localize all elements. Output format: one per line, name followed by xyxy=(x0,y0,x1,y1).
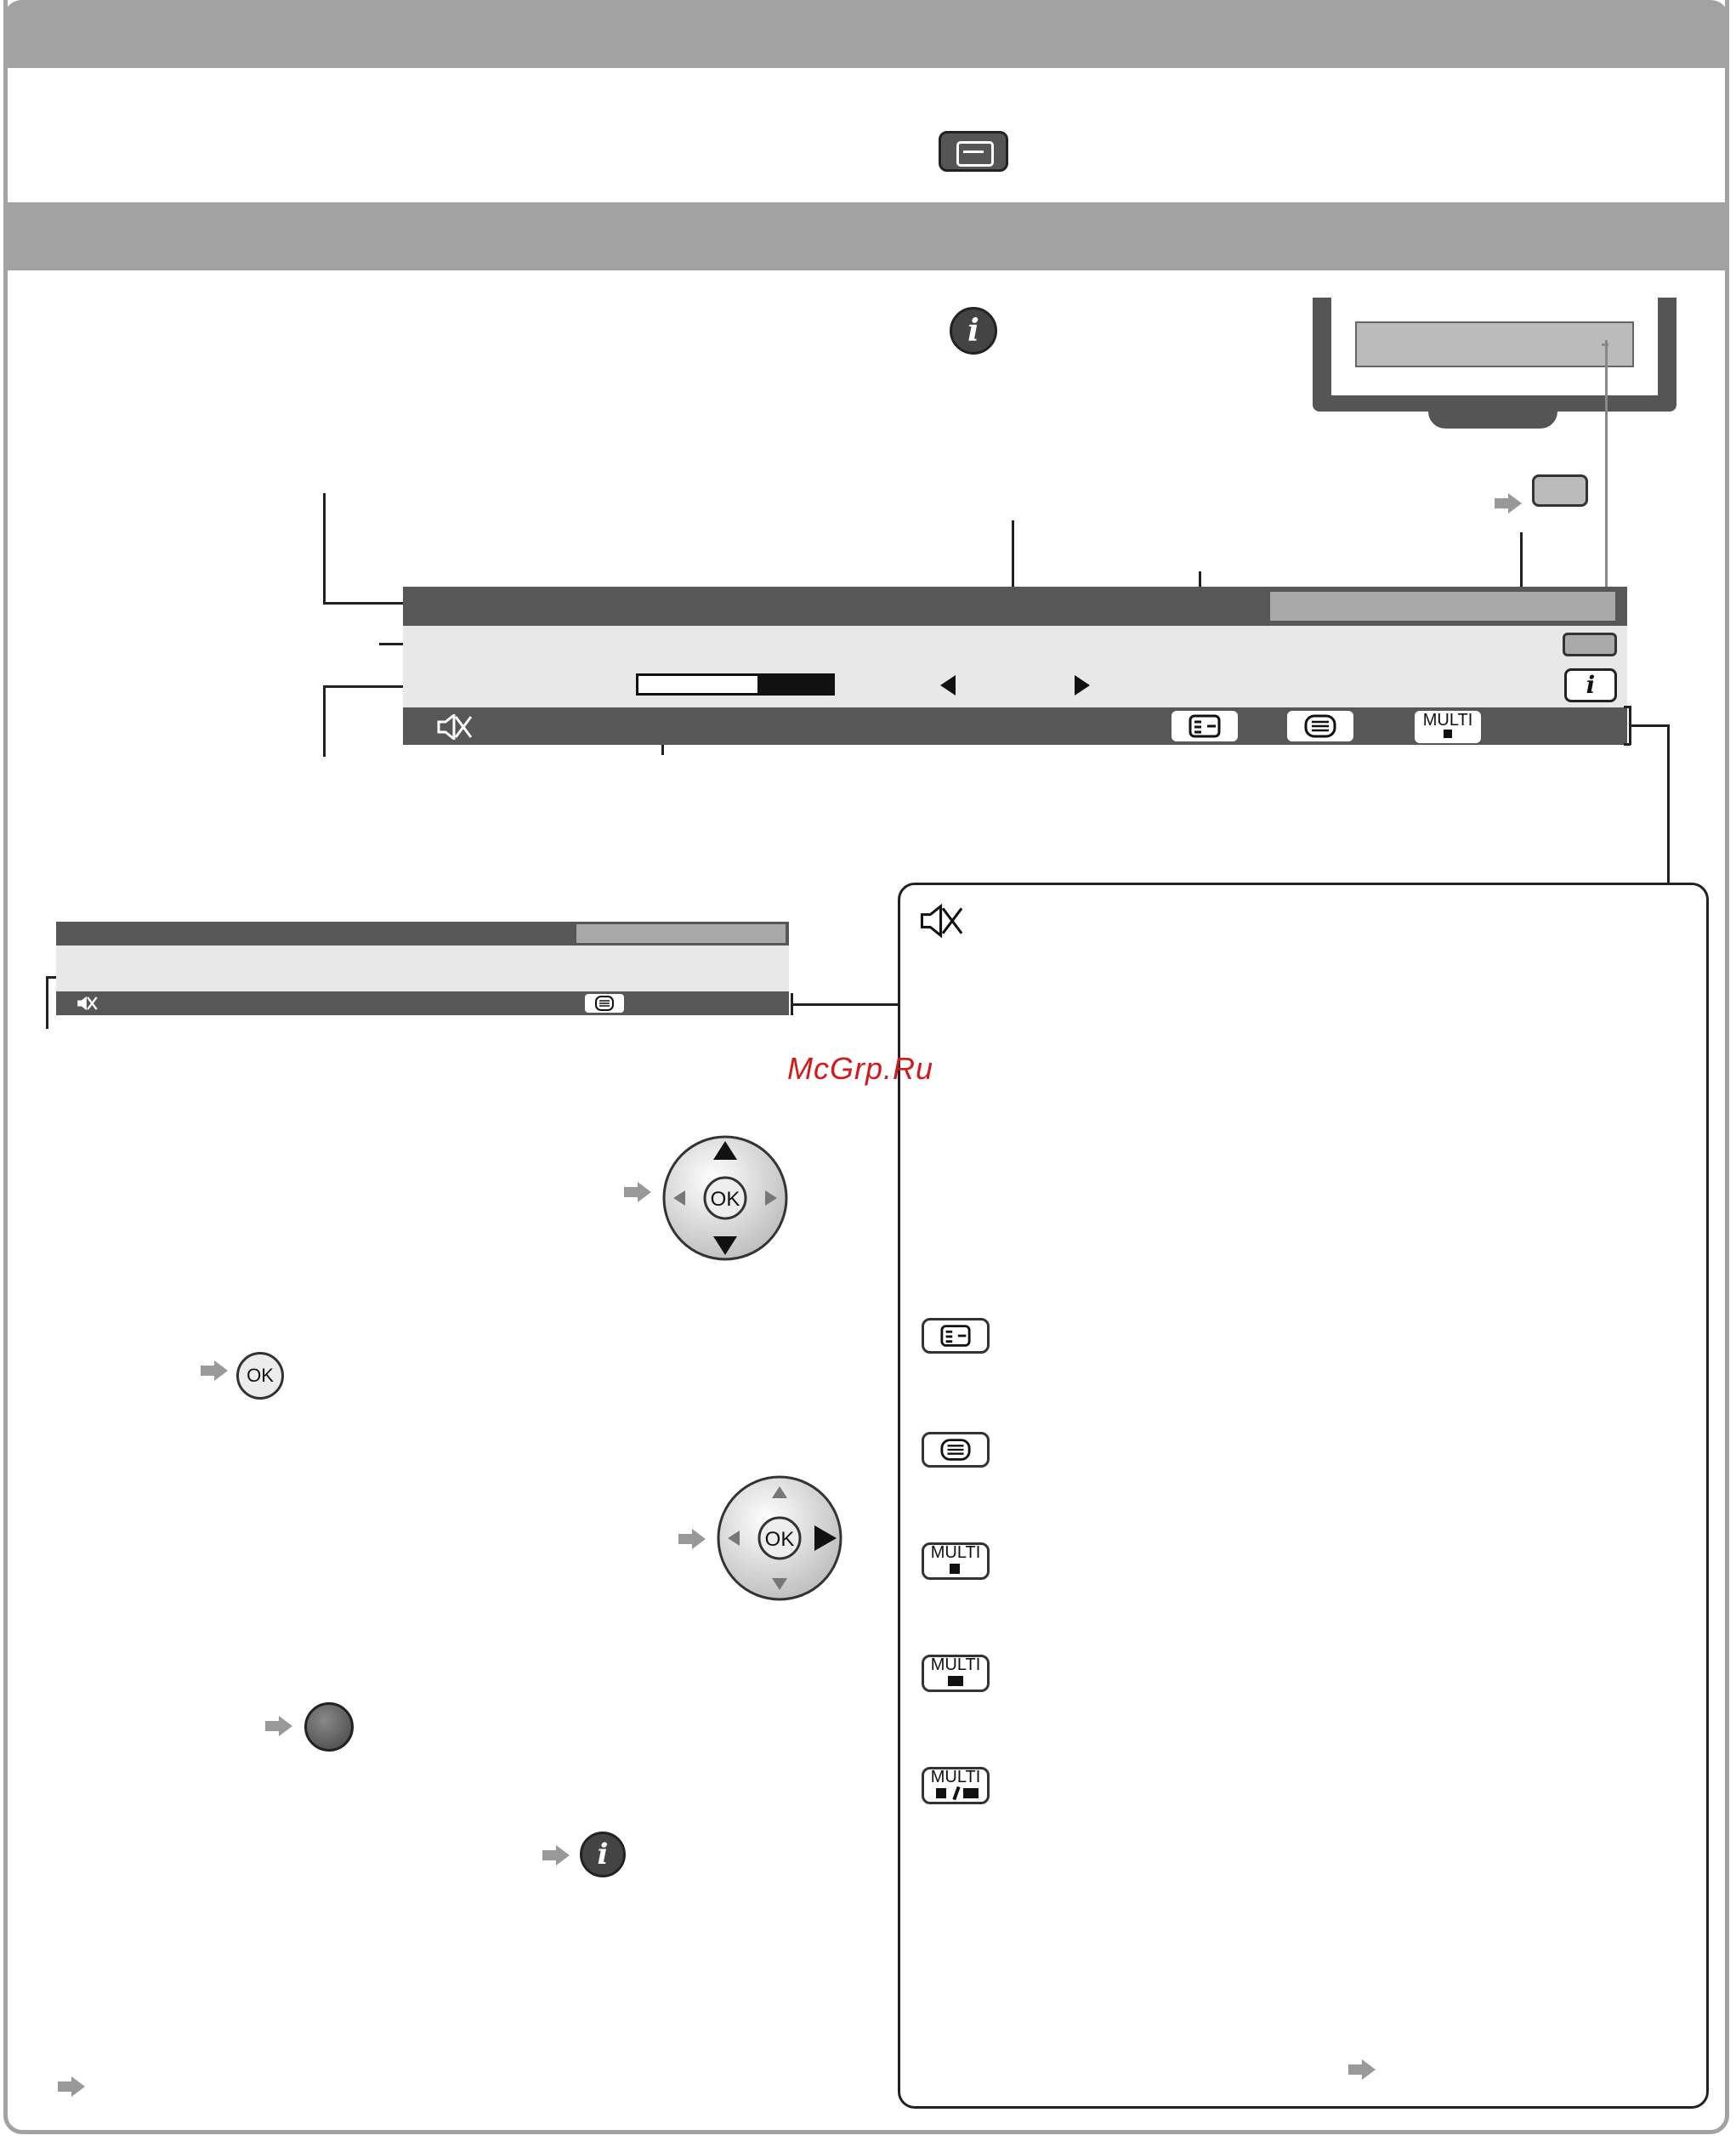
small-info-banner xyxy=(56,922,789,1015)
multi-label: MULTI xyxy=(1422,711,1473,730)
section-band xyxy=(3,202,1729,270)
ok-label: OK xyxy=(247,1365,274,1386)
multi-audio-video-icon xyxy=(922,1767,990,1804)
arrow-right-icon xyxy=(265,1716,294,1736)
teletext-icon xyxy=(585,994,624,1013)
progress-bar xyxy=(636,673,835,696)
multi-label: MULTI xyxy=(930,1655,981,1674)
info-button-icon: i xyxy=(950,307,997,355)
left-arrow-icon[interactable] xyxy=(940,675,956,696)
small-key-icon xyxy=(1563,633,1617,656)
arrow-right-icon xyxy=(201,1360,230,1381)
subtitle-icon xyxy=(1172,711,1238,741)
arrow-right-icon xyxy=(542,1845,571,1866)
ok-dpad-icon xyxy=(716,1474,843,1602)
round-button-icon xyxy=(304,1702,354,1752)
icon-legend-box xyxy=(898,883,1709,2109)
arrow-right-icon xyxy=(678,1529,707,1549)
multi-audio-icon xyxy=(922,1542,990,1580)
ok-button-icon xyxy=(236,1352,284,1400)
small-key-icon xyxy=(1532,474,1588,507)
mute-icon xyxy=(77,995,99,1016)
subtitle-icon xyxy=(922,1318,990,1354)
teletext-icon xyxy=(922,1432,990,1468)
ok-label: OK xyxy=(764,1528,795,1551)
multi-audio-icon xyxy=(1415,711,1481,743)
arrow-right-icon xyxy=(1495,493,1523,512)
top-band xyxy=(3,0,1729,68)
tv-icon xyxy=(1313,298,1676,412)
ok-dpad-icon xyxy=(661,1134,789,1262)
info-banner xyxy=(403,587,1627,745)
tv-stand xyxy=(1428,412,1557,429)
teletext-icon xyxy=(1287,711,1353,741)
arrow-right-icon xyxy=(1348,2059,1377,2080)
ok-label: OK xyxy=(710,1188,740,1211)
aspect-button-icon xyxy=(939,131,1008,172)
multi-label: MULTI xyxy=(930,1768,981,1786)
multi-label: MULTI xyxy=(930,1543,981,1562)
right-arrow-icon[interactable] xyxy=(1075,675,1090,696)
info-button-icon: i xyxy=(580,1831,626,1877)
multi-video-icon xyxy=(922,1655,990,1692)
mute-icon xyxy=(920,903,966,943)
watermark: McGrp.Ru xyxy=(787,1051,934,1086)
mute-icon xyxy=(437,714,474,740)
arrow-right-icon xyxy=(624,1182,653,1202)
info-key-icon: i xyxy=(1564,668,1617,702)
arrow-right-icon xyxy=(58,2076,87,2097)
